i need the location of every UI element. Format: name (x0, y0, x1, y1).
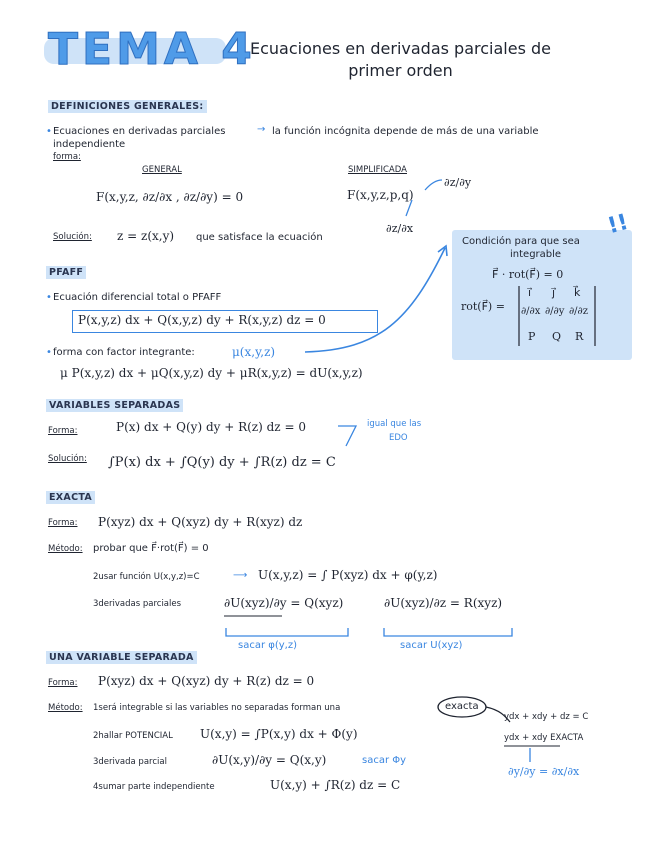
edo-bracket (338, 426, 356, 446)
bullet-icon: • (46, 292, 52, 303)
separadas-note-2: EDO (389, 433, 408, 443)
separadas-forma-equation: P(x) dx + Q(y) dy + R(z) dz = 0 (116, 420, 306, 434)
exacta-metodo-rest: probar que F⃗·rot(F⃗) = 0 (93, 543, 209, 554)
brace-1 (226, 628, 348, 636)
una-forma-equation: P(xyz) dx + Q(xyz) dy + R(z) dz = 0 (98, 674, 315, 688)
rot-row-1-c: k⃗ (574, 286, 581, 299)
exacta-step-2-equation: U(x,y,z) = ∫ P(xyz) dx + φ(y,z) (258, 568, 438, 582)
page-title: TEMA 4 (48, 24, 256, 75)
una-step-3-equation: ∂U(x,y)/∂y = Q(x,y) (212, 753, 327, 767)
simplified-equation: F(x,y,z,p,q) (347, 188, 414, 202)
rot-row-1-a: i⃗ (528, 286, 532, 299)
bullet-icon: • (46, 347, 52, 358)
arrow-right-icon: → (257, 124, 266, 135)
exacta-step-3-eq-1: ∂U(xyz)/∂y = Q(xyz) (224, 596, 344, 610)
una-step-4-equation: U(x,y) + ∫R(z) dz = C (270, 778, 401, 792)
section-separadas: VARIABLES SEPARADAS (46, 399, 183, 412)
general-equation: F(x,y,z, ∂z/∂x , ∂z/∂y) = 0 (96, 190, 244, 204)
pfaff-line-1: Ecuación diferencial total o PFAFF (53, 292, 222, 303)
rot-row-2-a: ∂/∂x (521, 306, 541, 317)
def-line-1-rest: la función incógnita depende de más de una variable (272, 126, 539, 137)
una-exacta-word: exacta (445, 701, 479, 712)
solucion-label: Solución: (53, 232, 92, 242)
curved-arrow (305, 248, 445, 352)
pfaff-equation: P(x,y,z) dx + Q(x,y,z) dy + R(x,y,z) dz = 0 (78, 313, 326, 327)
separadas-solucion-equation: ∫P(x) dx + ∫Q(y) dy + ∫R(z) dz = C (108, 455, 336, 470)
separadas-forma-label: Forma: (48, 426, 78, 436)
rot-label: rot(F⃗) = (461, 300, 505, 313)
exacta-forma-label: Forma: (48, 518, 78, 528)
separadas-solucion-label: Solución: (48, 454, 87, 464)
una-side-2: ydx + xdy EXACTA (504, 733, 584, 743)
factor-integrante: μ(x,y,z) (232, 345, 276, 359)
una-step-2-equation: U(x,y) = ∫P(x,y) dx + Φ(y) (200, 727, 358, 741)
section-exacta: EXACTA (46, 491, 95, 504)
pfaff-line-2: forma con factor integrante: (53, 347, 195, 358)
una-step-2: 2hallar POTENCIAL (93, 731, 173, 741)
solucion-equation: z = z(x,y) (117, 229, 175, 243)
exclamation-icon: !! (605, 209, 631, 240)
def-forma-label: forma: (53, 152, 81, 162)
una-metodo-rest: 1será integrable si las variables no separadas forman una (93, 703, 341, 713)
exacta-arrow (486, 707, 510, 722)
exacta-sacar-1: sacar φ(y,z) (238, 640, 297, 651)
exacta-step-3: 3derivadas parciales (93, 599, 182, 609)
una-step-4: 4sumar parte independiente (93, 782, 215, 792)
separadas-note-1: igual que las (367, 419, 422, 429)
section-una-variable: UNA VARIABLE SEPARADA (46, 651, 197, 664)
exacta-circle (438, 697, 486, 717)
general-label: GENERAL (142, 165, 182, 175)
solucion-rest: que satisface la ecuación (196, 232, 323, 243)
def-line-2: independiente (53, 139, 126, 150)
def-line-1: Ecuaciones en derivadas parciales (53, 126, 226, 137)
exacta-step-3-eq-2: ∂U(xyz)/∂z = R(xyz) (384, 596, 503, 610)
una-sacar: sacar Φy (362, 755, 407, 766)
subtitle-line-1: Ecuaciones en derivadas parciales de (250, 39, 551, 58)
arrow-p-icon (425, 180, 442, 190)
simplificada-label: SIMPLIFICADA (348, 165, 407, 175)
bullet-icon: • (46, 126, 52, 137)
una-side-3: ∂y/∂y = ∂x/∂x (508, 765, 580, 778)
una-step-3: 3derivada parcial (93, 757, 167, 767)
exacta-sacar-2: sacar U(xyz) (400, 640, 463, 651)
condition-equation: F⃗ · rot(F⃗) = 0 (492, 268, 564, 281)
arrow-q-icon (406, 200, 412, 216)
q-definition: ∂z/∂x (386, 222, 414, 235)
pfaff-equation-2: μ P(x,y,z) dx + μQ(x,y,z) dy + μR(x,y,z) = dU(x,y,z) (60, 366, 363, 380)
rot-row-2-c: ∂/∂z (569, 306, 588, 317)
una-forma-label: Forma: (48, 678, 78, 688)
condition-title-1: Condición para que sea (462, 236, 580, 247)
section-pfaff: PFAFF (46, 266, 86, 279)
una-metodo-label: Método: (48, 703, 83, 713)
subtitle-line-2: primer orden (348, 61, 453, 80)
brace-2 (384, 628, 512, 636)
condition-title-2: integrable (510, 249, 562, 260)
rot-row-3-a: P (528, 330, 536, 343)
p-definition: ∂z/∂y (444, 176, 472, 189)
section-definiciones: DEFINICIONES GENERALES: (48, 100, 207, 113)
rot-row-3-c: R (575, 330, 584, 343)
arrow-right-icon: ⟶ (233, 570, 248, 581)
exacta-step-2: 2usar función U(x,y,z)=C (93, 572, 200, 582)
rot-row-1-b: j⃗ (552, 286, 556, 299)
exacta-metodo-label: Método: (48, 544, 83, 554)
exacta-forma-equation: P(xyz) dx + Q(xyz) dy + R(xyz) dz (98, 515, 303, 529)
una-side-1: ydx + xdy + dz = C (504, 712, 589, 722)
rot-row-3-b: Q (552, 330, 562, 343)
rot-row-2-b: ∂/∂y (545, 306, 565, 317)
